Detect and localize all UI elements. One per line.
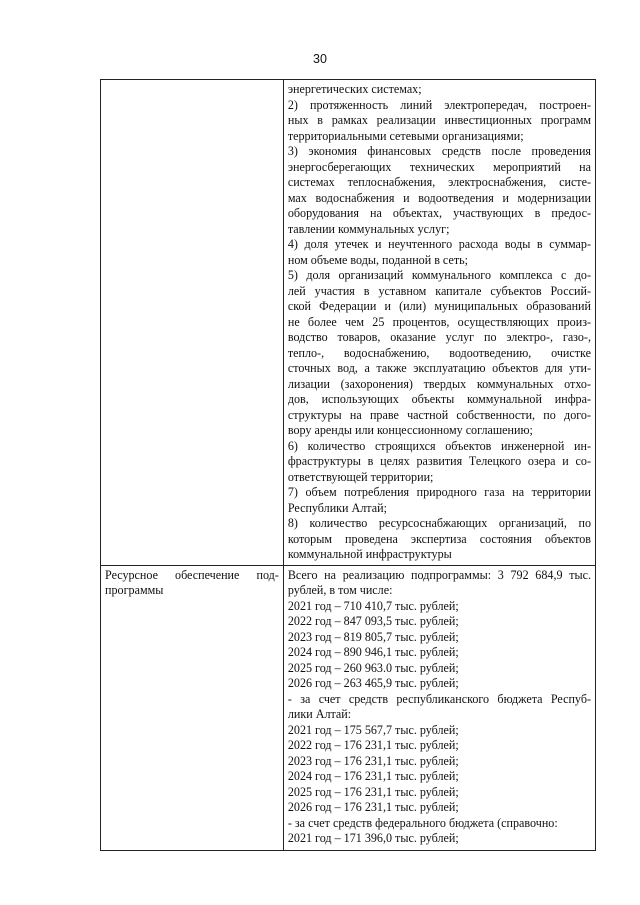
resource-label-cell — [101, 565, 284, 850]
text-line: 5) доля организаций коммунального комплекса с до- — [287, 268, 591, 282]
text-line: ответствующей территории; — [287, 469, 434, 484]
text-line: энергосберегающих технических мероприятий на — [287, 159, 591, 174]
text-line: сточных вод, а также эксплуатацию объектов для ути- — [287, 361, 591, 375]
resource-label-line-2: программы — [105, 583, 164, 597]
resource-cell — [283, 565, 595, 850]
text-line: 2026 год – 263 465,9 тыс. рублей; — [287, 676, 459, 690]
text-line: структуры на праве частной собственности, по дого- — [287, 407, 591, 422]
text-line: лики Алтай: — [287, 707, 352, 721]
text-line: тепло-, водоснабжению, водоотведению, очистке — [287, 345, 591, 360]
resource-label-word: под- — [256, 567, 279, 582]
text-line: ных в рамках реализации инвестиционных программ — [287, 113, 591, 127]
table-row-indicators — [101, 80, 596, 566]
text-line: ской Федерации и (или) муниципальных образований — [287, 299, 591, 313]
resource-label-line-1 — [105, 568, 279, 584]
text-line: которым проведена экспертиза состояния объектов — [287, 531, 591, 546]
text-line: вору аренды или концессионному соглашению; — [287, 423, 533, 437]
text-line: системах теплоснабжения, электроснабжения, систе- — [287, 175, 591, 189]
text-line: 2023 год – 176 231,1 тыс. рублей; — [287, 753, 459, 768]
indicators-cell — [283, 80, 595, 566]
resource-label-word: Ресурсное — [105, 567, 158, 582]
text-line: 2024 год – 890 946,1 тыс. рублей; — [287, 645, 459, 659]
table-row-resources — [101, 565, 596, 850]
text-line: мах водоснабжения и водоотведения и модернизации — [287, 190, 591, 205]
text-line: 2) протяженность линий электропередач, построен- — [287, 97, 591, 112]
text-line: 2022 год – 847 093,5 тыс. рублей; — [287, 614, 459, 628]
text-line: 6) количество строящихся объектов инженерной ин- — [287, 438, 591, 453]
text-line: 2021 год – 175 567,7 тыс. рублей; — [287, 722, 459, 737]
text-line: водство товаров, оказание услуг по электро-, газо-, — [287, 330, 591, 344]
text-line: лей участия в уставном капитале субъектов Россий- — [287, 283, 591, 298]
text-line: Всего на реализацию подпрограммы: 3 792 684,9 тыс. — [287, 567, 591, 582]
passport-table — [100, 79, 596, 851]
text-line: лизации (захоронения) твердых коммунальных отхо- — [287, 376, 591, 391]
text-line: 2025 год – 176 231,1 тыс. рублей; — [287, 784, 459, 799]
text-line: 2025 год – 260 963.0 тыс. рублей; — [287, 660, 459, 675]
text-line: территориальными сетевыми организациями; — [287, 128, 524, 143]
text-line: Республики Алтай; — [287, 500, 387, 515]
resource-label-word: обеспечение — [175, 567, 240, 582]
text-line: ном объеме воды, поданной в сеть; — [287, 252, 468, 267]
text-line: 8) количество ресурсоснабжающих организаций, по — [287, 516, 591, 530]
text-line: не более чем 25 процентов, осуществляющих произ- — [287, 314, 591, 329]
row-label-cell — [101, 80, 284, 566]
text-line: 2021 год – 171 396,0 тыс. рублей; — [287, 831, 459, 845]
text-line: 2021 год – 710 410,7 тыс. рублей; — [287, 598, 459, 613]
text-line: 2022 год – 176 231,1 тыс. рублей; — [287, 738, 459, 752]
text-line: рублей, в том числе: — [287, 583, 393, 597]
text-line: коммунальной инфраструктуры — [287, 547, 452, 561]
text-line: - за счет средств федерального бюджета (справочно: — [287, 815, 558, 830]
text-line: - за счет средств республиканского бюджета Респуб- — [287, 691, 591, 706]
text-line: энергетических системах; — [287, 82, 422, 96]
text-line: 2026 год – 176 231,1 тыс. рублей; — [287, 800, 459, 814]
text-line: 2023 год – 819 805,7 тыс. рублей; — [287, 629, 459, 644]
text-line: тавлении коммунальных услуг; — [287, 221, 450, 236]
text-line: дов, использующих объекты коммунальной инфра- — [287, 392, 591, 406]
text-line: 4) доля утечек и неучтенного расхода воды в суммар- — [287, 237, 591, 251]
text-line: 7) объем потребления природного газа на территории — [287, 485, 591, 499]
text-line: оборудования на объектах, участвующих в предос- — [287, 206, 591, 220]
text-line: 2024 год – 176 231,1 тыс. рублей; — [287, 769, 459, 783]
text-line: 3) экономия финансовых средств после проведения — [287, 144, 591, 158]
text-line: фраструктуры в целях развития Телецкого озера и со- — [287, 454, 591, 468]
page-number: 30 — [313, 52, 327, 66]
